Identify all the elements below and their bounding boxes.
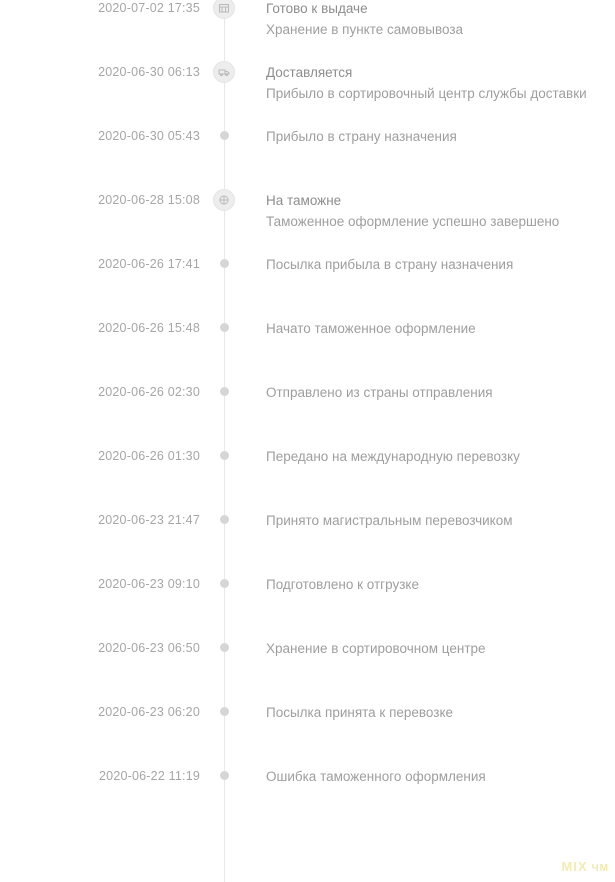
- event-status-title: Посылка прибыла в страну назначения: [266, 257, 514, 272]
- event-timestamp: 2020-06-23 06:50: [98, 641, 200, 655]
- event-marker: [200, 0, 248, 22]
- watermark-main: MIX: [561, 859, 588, 874]
- timeline-dot-icon: [220, 323, 229, 332]
- event-timestamp: 2020-06-26 17:41: [98, 257, 200, 271]
- event-status-title: Передано на международную перевозку: [266, 449, 520, 464]
- timeline-dot-icon: [220, 643, 229, 652]
- event-timestamp: 2020-06-30 06:13: [98, 65, 200, 79]
- event-status-detail: Прибыло в сортировочный центр службы доставки: [266, 86, 587, 101]
- event-marker: [200, 576, 248, 598]
- event-marker: [200, 768, 248, 790]
- event-timestamp: 2020-06-26 15:48: [98, 321, 200, 335]
- event-body: [248, 576, 615, 594]
- timeline-event: [0, 256, 615, 320]
- customs-icon: [213, 189, 235, 211]
- event-body: [248, 0, 615, 39]
- timeline-dot-icon: [220, 387, 229, 396]
- timeline-dot-icon: [220, 771, 229, 780]
- timeline-event: [0, 64, 615, 128]
- event-timestamp: 2020-06-23 06:20: [98, 705, 200, 719]
- event-body: [248, 192, 615, 231]
- event-timestamp: 2020-07-02 17:35: [98, 1, 200, 15]
- event-body: [248, 448, 615, 466]
- timeline-event: [0, 768, 615, 832]
- timeline-dot-icon: [220, 515, 229, 524]
- event-marker: [200, 128, 248, 150]
- timeline-event: [0, 128, 615, 192]
- watermark-small: ЧМ: [591, 863, 609, 874]
- event-marker: [200, 704, 248, 726]
- event-marker: [200, 320, 248, 342]
- event-body: [248, 640, 615, 658]
- timeline-event: [0, 192, 615, 256]
- timeline-event: [0, 448, 615, 512]
- truck-icon: [213, 61, 235, 83]
- box-icon: [213, 0, 235, 19]
- event-timestamp: 2020-06-26 02:30: [98, 385, 200, 399]
- event-status-title: На таможне: [266, 193, 342, 208]
- event-status-title: Подготовлено к отгрузке: [266, 577, 419, 592]
- event-status-title: Начато таможенное оформление: [266, 321, 476, 336]
- event-body: [248, 384, 615, 402]
- timeline-event: [0, 512, 615, 576]
- event-marker: [200, 256, 248, 278]
- event-body: [248, 512, 615, 530]
- event-status-detail: Таможенное оформление успешно завершено: [266, 214, 560, 229]
- event-status-title: Посылка принята к перевозке: [266, 705, 454, 720]
- event-status-title: Доставляется: [266, 65, 353, 80]
- event-body: [248, 768, 615, 786]
- event-status-title: Готово к выдаче: [266, 1, 368, 16]
- event-body: [248, 704, 615, 722]
- event-marker: [200, 640, 248, 662]
- event-timestamp: 2020-06-30 05:43: [98, 129, 200, 143]
- event-timestamp: 2020-06-23 21:47: [98, 513, 200, 527]
- event-status-title: Хранение в сортировочном центре: [266, 641, 486, 656]
- timeline-dot-icon: [220, 579, 229, 588]
- event-status-title: Принято магистральным перевозчиком: [266, 513, 513, 528]
- timeline-event: [0, 320, 615, 384]
- timeline-dot-icon: [220, 707, 229, 716]
- event-body: [248, 320, 615, 338]
- event-body: [248, 256, 615, 274]
- event-status-title: Прибыло в страну назначения: [266, 129, 457, 144]
- timeline-event: [0, 640, 615, 704]
- event-status-title: Отправлено из страны отправления: [266, 385, 493, 400]
- timeline-event: [0, 384, 615, 448]
- event-body: [248, 64, 615, 103]
- event-marker: [200, 64, 248, 86]
- event-marker: [200, 512, 248, 534]
- event-marker: [200, 448, 248, 470]
- timeline-event: [0, 704, 615, 768]
- timeline-event: [0, 576, 615, 640]
- event-marker: [200, 384, 248, 406]
- event-body: [248, 128, 615, 146]
- timeline-dot-icon: [220, 451, 229, 460]
- watermark: [562, 860, 609, 876]
- timeline-dot-icon: [220, 131, 229, 140]
- event-timestamp: 2020-06-22 11:19: [99, 769, 200, 783]
- event-marker: [200, 192, 248, 214]
- event-status-detail: Хранение в пункте самовывоза: [266, 22, 464, 37]
- event-timestamp: 2020-06-23 09:10: [98, 577, 200, 591]
- event-status-title: Ошибка таможенного оформления: [266, 769, 486, 784]
- timeline-dot-icon: [220, 259, 229, 268]
- event-timestamp: 2020-06-26 01:30: [98, 449, 200, 463]
- timeline-event: [0, 0, 615, 64]
- event-timestamp: 2020-06-28 15:08: [98, 193, 200, 207]
